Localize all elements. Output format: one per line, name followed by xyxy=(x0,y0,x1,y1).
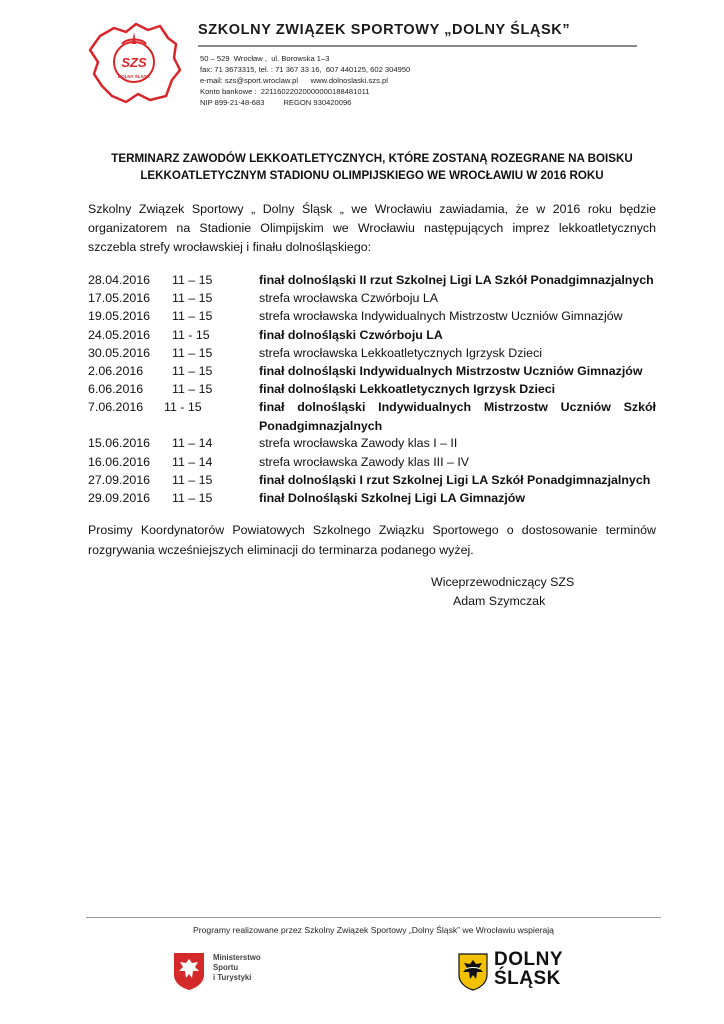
dolny-slask-crest-icon xyxy=(458,953,488,991)
schedule-time: 11 – 15 xyxy=(172,291,213,306)
schedule-event: strefa wrocławska Lekkoatletycznych Igrzysk Dzieci xyxy=(259,345,543,360)
schedule-time: 11 – 14 xyxy=(172,436,213,451)
schedule-time: 11 – 15 xyxy=(172,273,213,287)
szs-logo xyxy=(86,18,184,106)
schedule-event: finał dolnośląski Lekkoatletycznych Igrzysk Dzieci xyxy=(259,382,556,397)
header-divider xyxy=(198,45,637,47)
signature-block xyxy=(431,573,574,611)
schedule-list xyxy=(88,271,658,507)
schedule-time: 11 - 15 xyxy=(172,327,210,342)
schedule-date: 6.06.2016 xyxy=(88,382,144,397)
heading-line-1: TERMINARZ ZAWODÓW LEKKOATLETYCZNYCH, KTÓRE ZOSTANĄ ROZEGRANE NA BOISKU xyxy=(111,152,633,165)
schedule-date: 15.06.2016 xyxy=(88,436,151,451)
schedule-date: 28.04.2016 xyxy=(88,273,151,287)
schedule-time: 11 – 15 xyxy=(172,345,213,360)
schedule-time: 11 – 14 xyxy=(172,454,213,469)
ministry-name xyxy=(213,953,261,983)
logo-subtext: DOLNY ŚLĄSK xyxy=(117,74,151,79)
schedule-date: 29.09.2016 xyxy=(88,490,151,505)
schedule-row xyxy=(88,380,658,398)
schedule-row xyxy=(88,271,658,289)
schedule-time: 11 – 15 xyxy=(172,309,213,324)
logo-text: SZS xyxy=(121,55,147,70)
schedule-event xyxy=(259,398,656,434)
schedule-date: 19.05.2016 xyxy=(88,309,151,324)
ministry-line-3: i Turystyki xyxy=(213,973,252,982)
schedule-event: finał dolnośląski I rzut Szkolnej Ligi LA Szkół Ponadgimnazjalnych xyxy=(259,472,651,487)
schedule-event: finał dolnośląski Czwórboju LA xyxy=(259,327,443,342)
schedule-row xyxy=(88,398,658,434)
schedule-date: 30.05.2016 xyxy=(88,345,151,360)
ministry-eagle-icon xyxy=(172,951,206,991)
schedule-date: 27.09.2016 xyxy=(88,472,151,487)
footer-text: Programy realizowane przez Szkolny Związek Sportowy „Dolny Śląsk” we Wrocławiu wspierają xyxy=(193,925,554,935)
schedule-time: 11 – 15 xyxy=(172,363,213,378)
schedule-event: finał dolnośląski II rzut Szkolnej Ligi LA Szkół Ponadgimnazjalnych xyxy=(259,273,654,287)
ministry-line-1: Ministerstwo xyxy=(213,953,261,962)
footer-divider xyxy=(86,917,661,918)
schedule-event: finał dolnośląski Indywidualnych Mistrzostw Uczniów Gimnazjów xyxy=(259,363,643,378)
schedule-time: 11 – 15 xyxy=(172,490,213,505)
contact-email-web: e-mail: szs@sport.wroclaw.pl www.dolnoslaski.szs.pl xyxy=(200,76,388,85)
schedule-date: 2.06.2016 xyxy=(88,363,144,378)
contact-block xyxy=(200,53,410,108)
schedule-row xyxy=(88,307,658,325)
schedule-row xyxy=(88,362,658,380)
schedule-date: 17.05.2016 xyxy=(88,291,151,306)
organization-title: SZKOLNY ZWIĄZEK SPORTOWY „DOLNY ŚLĄSK” xyxy=(198,22,571,38)
contact-phone: fax: 71 3673315, tel. : 71 367 33 16, 607 440125, 602 304950 xyxy=(200,65,411,74)
schedule-time: 11 – 15 xyxy=(172,382,213,397)
schedule-row xyxy=(88,434,658,452)
dolny-slask-wordmark xyxy=(494,950,563,988)
schedule-time: 11 – 15 xyxy=(172,472,213,487)
heading-line-2: LEKKOATLETYCZNYM STADIONU OLIMPIJSKIEGO WE WROCŁAWIU W 2016 ROKU xyxy=(140,169,604,182)
schedule-event-line-2: Ponadgimnazjalnych xyxy=(259,418,383,433)
schedule-date: 24.05.2016 xyxy=(88,327,151,342)
schedule-event: finał Dolnośląski Szkolnej Ligi LA Gimnazjów xyxy=(259,490,525,505)
contact-nip-regon: NIP 899-21-48-683 REGON 930420096 xyxy=(200,98,352,107)
schedule-event: strefa wrocławska Zawody klas I – II xyxy=(259,436,458,451)
schedule-event: strefa wrocławska Indywidualnych Mistrzostw Uczniów Gimnazjów xyxy=(259,309,623,324)
intro-paragraph: Szkolny Związek Sportowy „ Dolny Śląsk „ we Wrocławiu zawiadamia, że w 2016 roku będzie organizatorem na Stadionie Olimpijskim we Wrocławiu następujących imprez lekkoatletycznych szczebla strefy wrocławskiej i finału dolnośląskiego: xyxy=(88,202,656,254)
contact-address: 50 – 529 Wrocław , ul. Borowska 1–3 xyxy=(200,54,330,63)
signature-role: Wiceprzewodniczący SZS xyxy=(431,575,575,589)
wordmark-line-1: DOLNY xyxy=(494,949,563,970)
schedule-time: 11 - 15 xyxy=(164,400,202,415)
schedule-row xyxy=(88,289,658,307)
schedule-row xyxy=(88,453,658,471)
schedule-date: 7.06.2016 xyxy=(88,400,144,415)
closing-paragraph: Prosimy Koordynatorów Powiatowych Szkolnego Związku Sportowego o dostosowanie terminów rozgrywania wcześniejszych eliminacji do terminarza podanego wyżej. xyxy=(88,523,656,557)
schedule-event-line-1: finał dolnośląski Indywidualnych Mistrzostw Uczniów Szkół xyxy=(259,400,656,415)
schedule-row xyxy=(88,489,658,507)
contact-bank: Konto bankowe : 22116022020000000188481011 xyxy=(200,87,370,96)
schedule-date: 16.06.2016 xyxy=(88,454,151,469)
ministry-line-2: Sportu xyxy=(213,963,239,972)
schedule-row xyxy=(88,471,658,489)
document-heading xyxy=(88,150,656,184)
wordmark-line-2: ŚLĄSK xyxy=(494,968,561,989)
signature-name: Adam Szymczak xyxy=(453,594,546,608)
schedule-event: strefa wrocławska Czwórboju LA xyxy=(259,291,439,306)
schedule-event: strefa wrocławska Zawody klas III – IV xyxy=(259,454,470,469)
schedule-row xyxy=(88,326,658,344)
schedule-row xyxy=(88,344,658,362)
